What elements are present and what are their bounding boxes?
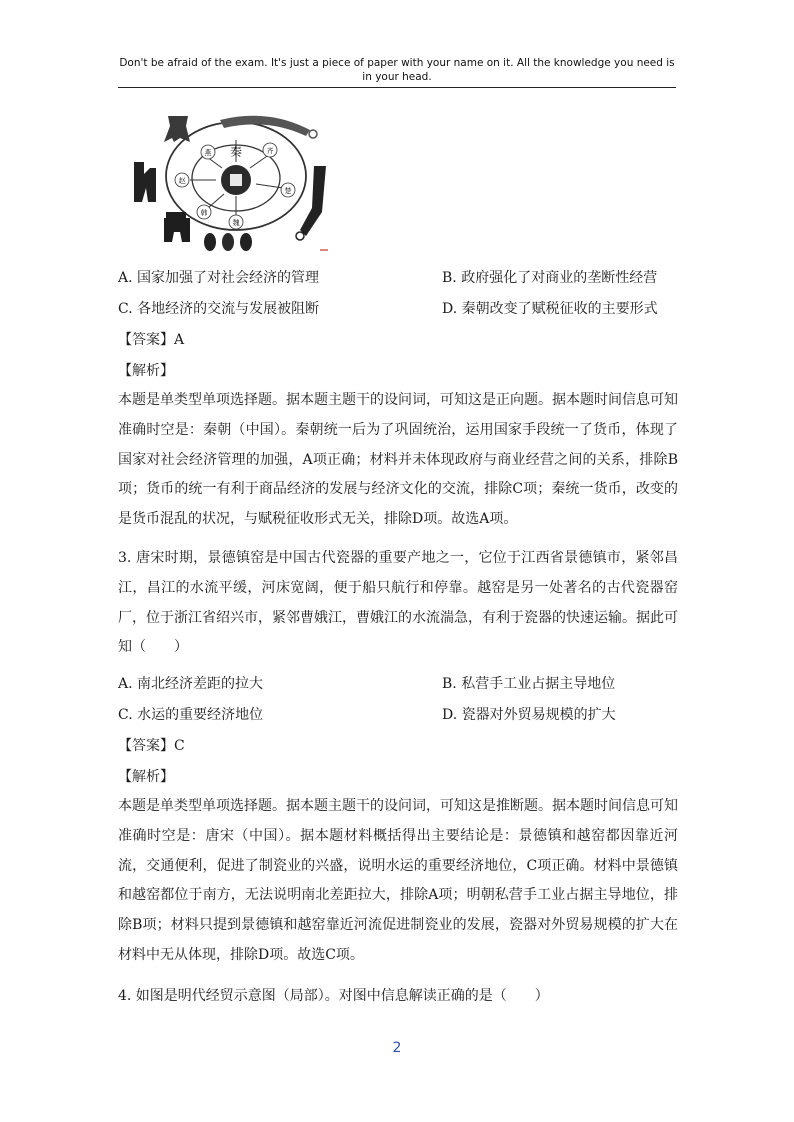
q3-option-a: A. 南北经济差距的拉大	[118, 676, 264, 692]
q3-answer: 【答案】C	[118, 738, 185, 754]
shell-coin-icon	[204, 233, 216, 251]
q3-option-b: B. 私营手工业占据主导地位	[442, 676, 616, 692]
q2-option-d: D. 秦朝改变了赋税征收的主要形式	[442, 301, 658, 317]
q2-option-a: A. 国家加强了对社会经济的管理	[118, 270, 320, 286]
square-spade-coin-icon	[164, 212, 190, 242]
q3-analysis: 本题是单类型单项选择题。据本题主题干的设问词，可知这是推断题。据本题时间信息可知准确时空是：唐宋（中国）。据本题材料概括得出主要结论是：景德镇和越窑都因靠近河流，交通便利，促进了制瓷业的兴盛，说明水运的重要经济地位，C项正确。材料中景德镇和越窑都位于南方，无法说明南北差距拉大，排除A项；明朝私营手工业占据主导地位，排除B项；材料只提到景德镇和越窑靠近河流促进制瓷业的发展，瓷器对外贸易规模的扩大在材料中无从体现，排除D项。故选C项。	[118, 798, 678, 963]
ring-label: 韩	[200, 209, 208, 217]
q3-stem: 3. 唐宋时期，景德镇窑是中国古代瓷器的重要产地之一，它位于江西省景德镇市，紧邻昌江，昌江的水流平缓，河床宽阔，便于船只航行和停靠。越窑是另一处著名的古代瓷器窑厂，位于浙江省绍兴市，紧邻曹娥江，曹娥江的水流湍急，有利于瓷器的快速运输。据此可知（ ）	[118, 550, 678, 656]
center-state-label: 秦	[229, 145, 243, 159]
currency-unification-figure	[128, 104, 338, 256]
q2-option-c: C. 各地经济的交流与发展被阻断	[118, 301, 320, 317]
q3-analysis-label: 【解析】	[118, 769, 174, 785]
q3-option-d: D. 瓷器对外贸易规模的扩大	[442, 707, 616, 723]
shell-coin-icon	[222, 233, 234, 251]
q2-analysis: 本题是单类型单项选择题。据本题主题干的设问词，可知这是正向题。据本题时间信息可知准确时空是：秦朝（中国）。秦朝统一后为了巩固统治，运用国家手段统一了货币，体现了国家对社会经济管理的加强，A项正确；材料并未体现政府与商业经营之间的关系，排除B项；货币的统一有利于商品经济的发展与经济文化的交流，排除C项；秦统一货币，改变的是货币混乱的状况，与赋税征收形式无关，排除D项。故选A项。	[118, 392, 678, 528]
q2-option-b: B. 政府强化了对商业的垄断性经营	[442, 270, 658, 286]
q2-answer: 【答案】A	[118, 332, 185, 348]
ring-label: 齐	[266, 147, 274, 155]
q4-stem: 4. 如图是明代经贸示意图（局部）。对图中信息解读正确的是（ ）	[118, 988, 549, 1004]
shovel-coin-icon	[134, 162, 156, 202]
page-header: Don't be afraid of the exam. It's just a piece of paper with your name on it. All the knowledge you need is in your head.	[119, 57, 675, 83]
ring-label: 燕	[204, 149, 212, 157]
ring-label: 赵	[178, 177, 186, 185]
header-divider	[118, 87, 676, 88]
shell-coin-icon	[240, 233, 252, 251]
long-knife-coin-icon	[300, 166, 326, 236]
page-number: 2	[392, 1040, 402, 1056]
ring-label: 楚	[284, 187, 292, 195]
q3-option-c: C. 水运的重要经济地位	[118, 707, 264, 723]
ring-label: 魏	[232, 219, 240, 227]
spade-coin-icon	[164, 116, 190, 142]
q2-analysis-label: 【解析】	[118, 363, 174, 379]
